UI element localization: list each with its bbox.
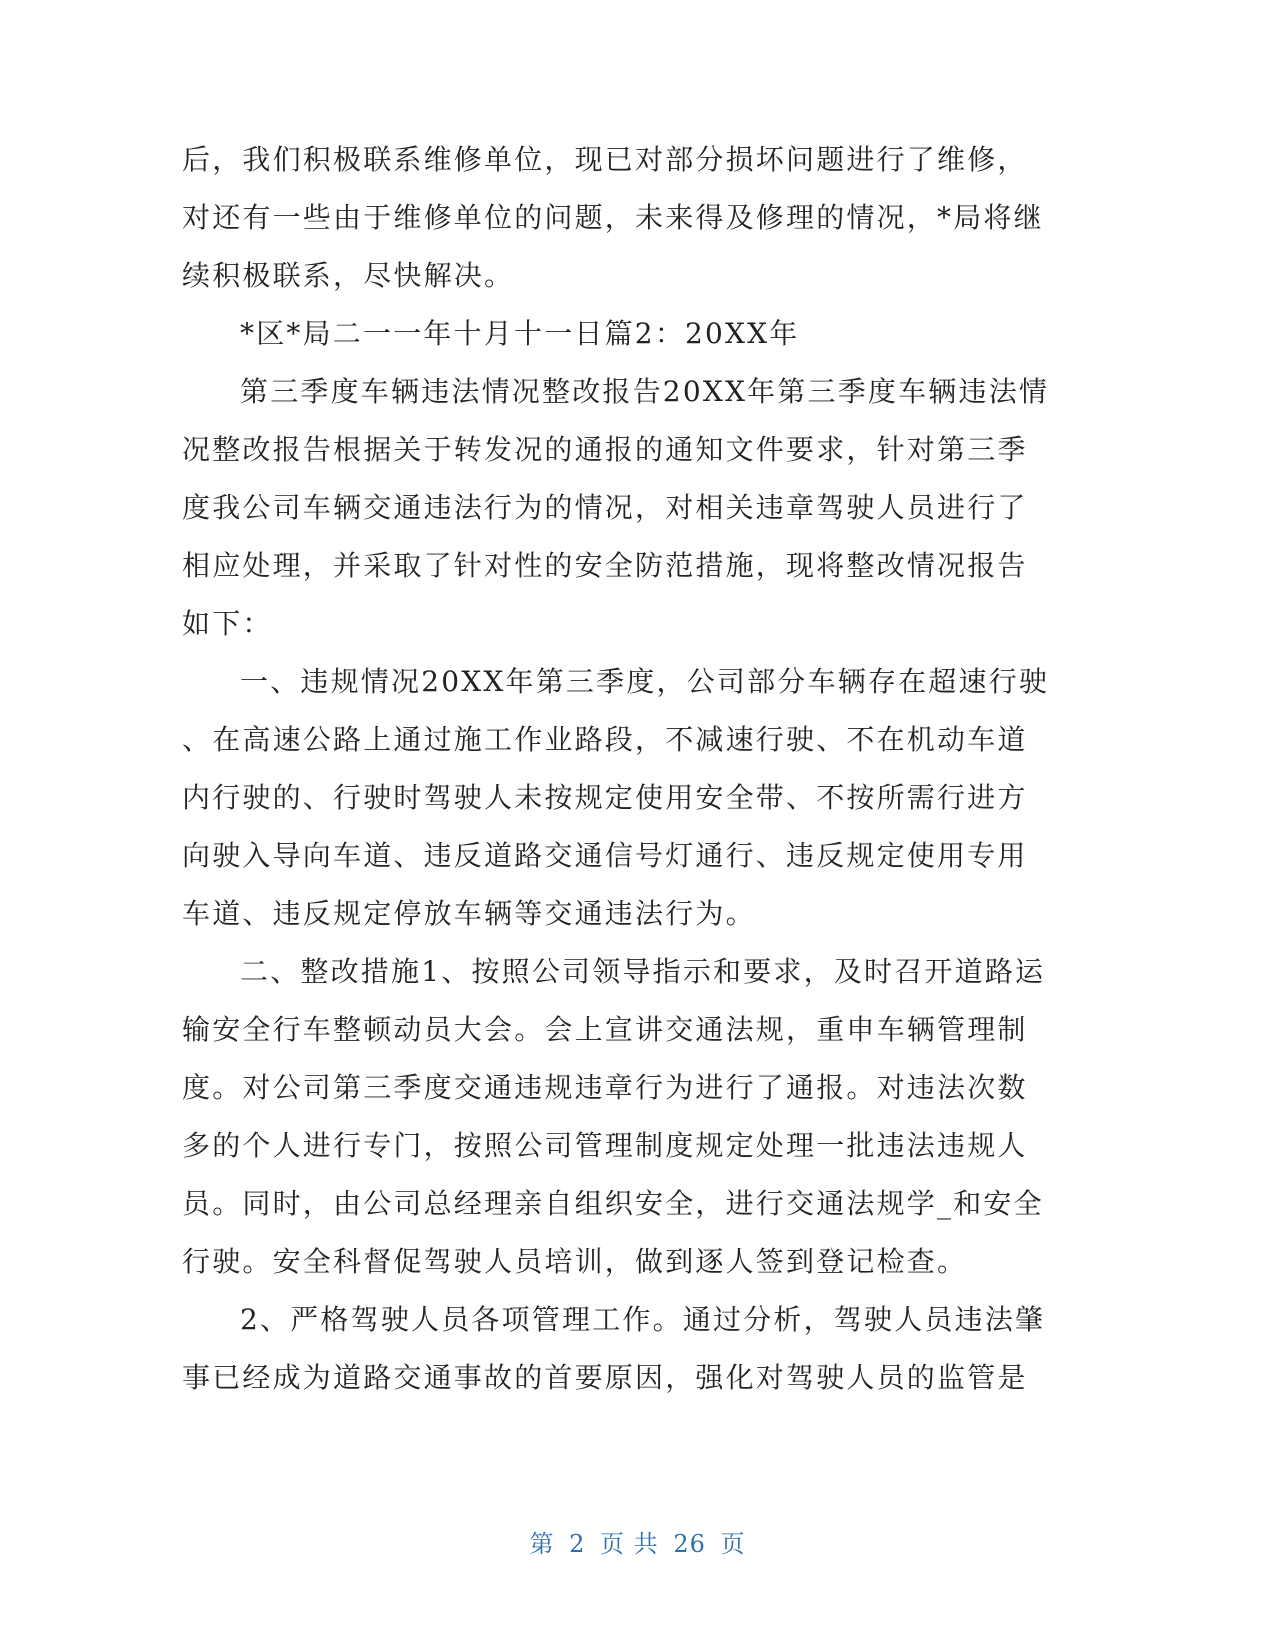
body-text-line: 多的个人进行专门，按照公司管理制度规定处理一批违法违规人 bbox=[182, 1129, 1028, 1162]
body-text-line: 行驶。安全科督促驾驶人员培训，做到逐人签到登记检查。 bbox=[182, 1245, 968, 1278]
body-text-line: 第三季度车辆违法情况整改报告20XX年第三季度车辆违法情 bbox=[240, 375, 1050, 408]
current-page-number: 2 bbox=[569, 1530, 586, 1558]
body-text-line: 后，我们积极联系维修单位，现已对部分损坏问题进行了维修， bbox=[182, 143, 1028, 176]
body-text-line: 二、整改措施1、按照公司领导指示和要求，及时召开道路运 bbox=[240, 955, 1046, 988]
page-number-footer bbox=[0, 1528, 1275, 1560]
body-text-line: 2、严格驾驶人员各项管理工作。通过分析，驾驶人员违法肇 bbox=[240, 1303, 1046, 1336]
body-text-line: 内行驶的、行驶时驾驶人未按规定使用安全带、不按所需行进方 bbox=[182, 781, 1028, 814]
total-pages-number: 26 bbox=[673, 1530, 706, 1558]
body-text-line: 向驶入导向车道、违反道路交通信号灯通行、违反规定使用专用 bbox=[182, 839, 1028, 872]
footer-middle: 页 共 bbox=[600, 1530, 659, 1558]
body-text-line: 、在高速公路上通过施工作业路段，不减速行驶、不在机动车道 bbox=[182, 723, 1028, 756]
date-and-section-heading: *区*局二一一年十月十一日篇2：20XX年 bbox=[240, 317, 800, 350]
footer-suffix: 页 bbox=[720, 1530, 746, 1558]
body-text-line: 输安全行车整顿动员大会。会上宣讲交通法规，重申车辆管理制 bbox=[182, 1013, 1028, 1046]
body-text-line: 事已经成为道路交通事故的首要原因，强化对驾驶人员的监管是 bbox=[182, 1361, 1028, 1394]
body-text-line: 度我公司车辆交通违法行为的情况，对相关违章驾驶人员进行了 bbox=[182, 491, 1028, 524]
body-text-line: 况整改报告根据关于转发况的通报的通知文件要求，针对第三季 bbox=[182, 433, 1028, 466]
body-text-line: 车道、违反规定停放车辆等交通违法行为。 bbox=[182, 897, 756, 930]
footer-prefix: 第 bbox=[529, 1530, 555, 1558]
body-text-line: 如下： bbox=[182, 607, 273, 640]
body-text-line: 对还有一些由于维修单位的问题，未来得及修理的情况，*局将继 bbox=[182, 201, 1044, 234]
body-text-line: 续积极联系，尽快解决。 bbox=[182, 259, 515, 292]
body-text-line: 相应处理，并采取了针对性的安全防范措施，现将整改情况报告 bbox=[182, 549, 1028, 582]
body-text-line: 一、违规情况20XX年第三季度，公司部分车辆存在超速行驶 bbox=[240, 665, 1050, 698]
body-text-line: 员。同时，由公司总经理亲自组织安全，进行交通法规学_和安全 bbox=[182, 1187, 1044, 1220]
body-text-line: 度。对公司第三季度交通违规违章行为进行了通报。对违法次数 bbox=[182, 1071, 1028, 1104]
